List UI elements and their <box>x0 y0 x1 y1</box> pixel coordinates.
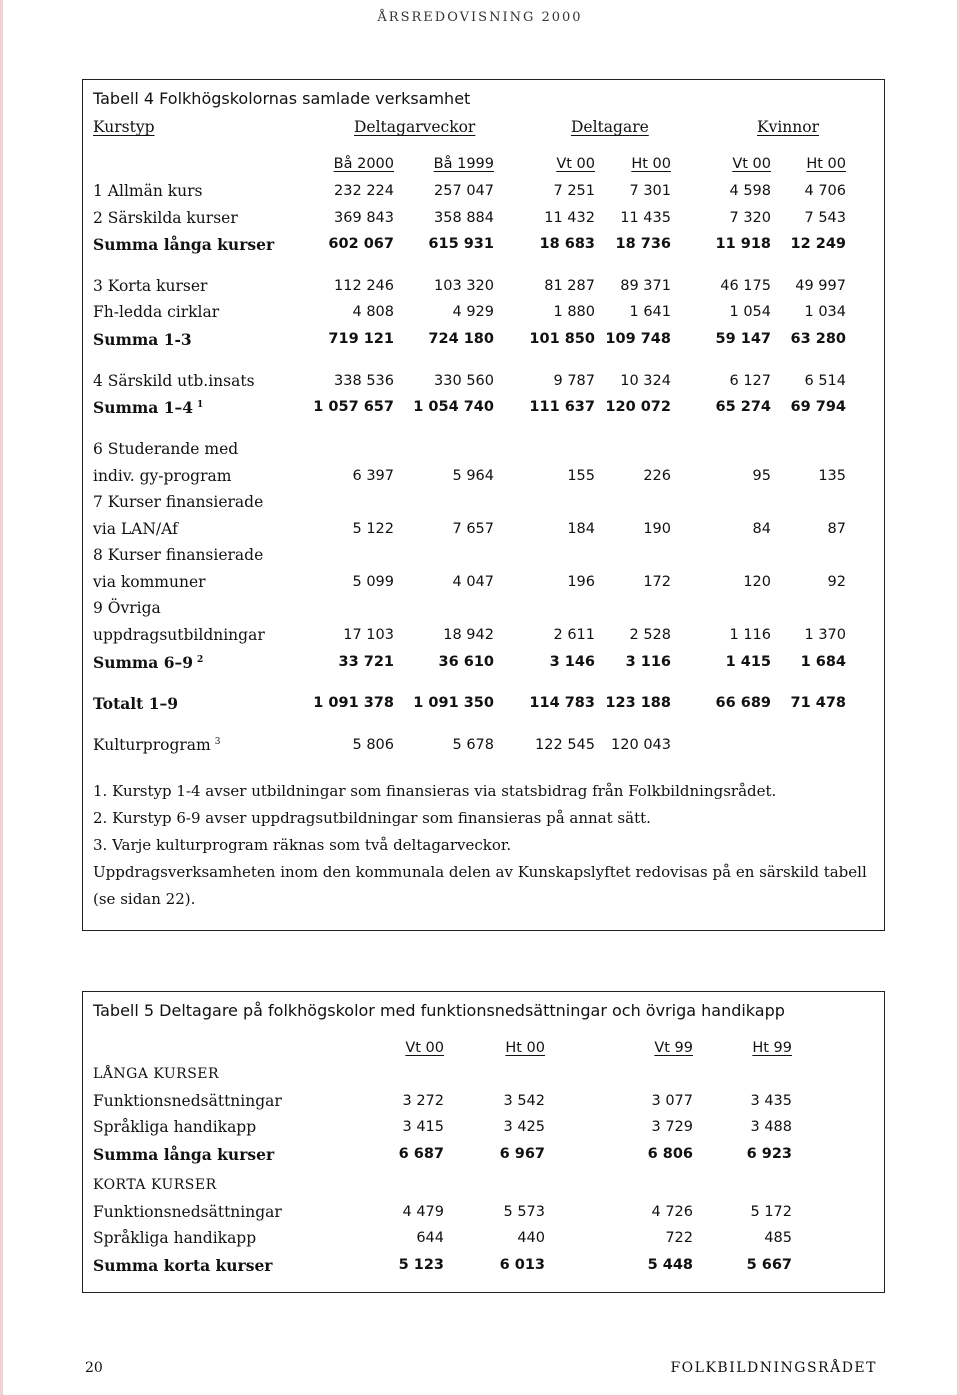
table-cell: 615 931 <box>428 236 494 252</box>
table-cell: 172 <box>643 574 671 590</box>
table-cell: 485 <box>764 1230 792 1246</box>
table-cell: 5 678 <box>452 737 494 753</box>
table-cell: 5 123 <box>398 1257 444 1273</box>
row-label: 9 Övriga <box>93 599 161 617</box>
table-cell: 1 415 <box>725 654 771 670</box>
footnote: 1. Kurstyp 1-4 avser utbildningar som finansieras via statsbidrag från Folkbildningsrådet. <box>93 782 777 800</box>
table-cell: 17 103 <box>343 627 394 643</box>
table-cell: 1 054 740 <box>413 399 494 415</box>
table-cell: 11 918 <box>715 236 771 252</box>
group-deltagare: Deltagare <box>571 118 649 136</box>
table-cell: 111 637 <box>529 399 595 415</box>
table-cell: 92 <box>827 574 846 590</box>
section-heading: LÅNGA KURSER <box>93 1066 220 1082</box>
table-cell: 1 880 <box>553 304 595 320</box>
row-label: Funktionsnedsättningar <box>93 1203 282 1221</box>
table-cell: 4 047 <box>452 574 494 590</box>
table-cell: 33 721 <box>338 654 394 670</box>
page-number: 20 <box>85 1360 103 1376</box>
table-cell: 226 <box>643 468 671 484</box>
table-cell: 5 964 <box>452 468 494 484</box>
table-cell: 3 425 <box>503 1119 545 1135</box>
table-cell: 87 <box>827 521 846 537</box>
row-label: uppdragsutbildningar <box>93 626 265 644</box>
table-cell: 9 787 <box>553 373 595 389</box>
row-label: Summa korta kurser <box>93 1256 273 1275</box>
table-cell: 7 301 <box>629 183 671 199</box>
table-cell: 135 <box>818 468 846 484</box>
row-label: Summa 6–9 $^2$ <box>93 653 204 672</box>
row-label: Summa långa kurser <box>93 235 275 254</box>
row-label: via kommuner <box>93 573 206 591</box>
table-cell: 719 121 <box>328 331 394 347</box>
row-label: Kulturprogram $^3$ <box>93 736 221 755</box>
table-cell: 6 127 <box>729 373 771 389</box>
table-cell: 1 684 <box>800 654 846 670</box>
table-cell: 440 <box>517 1230 545 1246</box>
row-label: Summa 1-3 <box>93 330 192 349</box>
table-cell: 330 560 <box>434 373 494 389</box>
table-cell: 1 091 378 <box>313 695 394 711</box>
table-cell: 369 843 <box>334 210 394 226</box>
footnote-marker: 3 <box>214 737 221 747</box>
table-cell: 4 479 <box>402 1204 444 1220</box>
table-cell: 89 371 <box>620 278 671 294</box>
table-4 <box>82 79 885 931</box>
table-cell: 3 116 <box>625 654 671 670</box>
row-label: 1 Allmän kurs <box>93 182 203 200</box>
table-cell: 49 997 <box>795 278 846 294</box>
table-cell: 644 <box>416 1230 444 1246</box>
row-label: 8 Kurser finansierade <box>93 546 264 564</box>
table-cell: 36 610 <box>438 654 494 670</box>
table-cell: 95 <box>752 468 771 484</box>
table-cell: 3 415 <box>402 1119 444 1135</box>
table-cell: 3 435 <box>750 1093 792 1109</box>
running-header: ÅRSREDOVISNING 2000 <box>377 10 583 25</box>
table-cell: 6 687 <box>398 1146 444 1162</box>
row-label: Språkliga handikapp <box>93 1118 257 1136</box>
table-cell: 358 884 <box>434 210 494 226</box>
table-cell: 6 806 <box>647 1146 693 1162</box>
row-label: 7 Kurser finansierade <box>93 493 264 511</box>
table-cell: 71 478 <box>790 695 846 711</box>
table-cell: 7 657 <box>452 521 494 537</box>
table-cell: 3 272 <box>402 1093 444 1109</box>
table-cell: 7 251 <box>553 183 595 199</box>
subhead-5: Ht 00 <box>806 156 846 172</box>
table-cell: 65 274 <box>715 399 771 415</box>
table-cell: 63 280 <box>790 331 846 347</box>
group-kurstyp: Kurstyp <box>93 118 155 136</box>
table-cell: 3 542 <box>503 1093 545 1109</box>
table-cell: 7 320 <box>729 210 771 226</box>
table-cell: 1 057 657 <box>313 399 394 415</box>
row-label: Funktionsnedsättningar <box>93 1092 282 1110</box>
table-cell: 5 122 <box>352 521 394 537</box>
table-cell: 4 598 <box>729 183 771 199</box>
footnote: 2. Kurstyp 6-9 avser uppdragsutbildningar som finansieras på annat sätt. <box>93 809 651 827</box>
table-cell: 1 091 350 <box>413 695 494 711</box>
table-cell: 2 611 <box>553 627 595 643</box>
table-cell: 5 667 <box>746 1257 792 1273</box>
table-cell: 11 435 <box>620 210 671 226</box>
table-cell: 81 287 <box>544 278 595 294</box>
table-cell: 7 543 <box>804 210 846 226</box>
table-cell: 84 <box>752 521 771 537</box>
table-cell: 10 324 <box>620 373 671 389</box>
subhead-2: Vt 99 <box>654 1040 693 1056</box>
table-cell: 196 <box>567 574 595 590</box>
table-cell: 18 736 <box>615 236 671 252</box>
table-cell: 120 <box>743 574 771 590</box>
section-heading: KORTA KURSER <box>93 1177 217 1193</box>
table-cell: 190 <box>643 521 671 537</box>
subhead-3: Ht 00 <box>631 156 671 172</box>
table-cell: 46 175 <box>720 278 771 294</box>
row-label: 2 Särskilda kurser <box>93 209 238 227</box>
row-label: 4 Särskild utb.insats <box>93 372 255 390</box>
row-label: via LAN/Af <box>93 520 178 538</box>
table-cell: 232 224 <box>334 183 394 199</box>
table-4-title: Tabell 4 Folkhögskolornas samlade verksamhet <box>93 89 471 108</box>
table-cell: 6 013 <box>499 1257 545 1273</box>
footnote-marker: 1 <box>197 399 204 410</box>
table-cell: 4 706 <box>804 183 846 199</box>
group-kvinnor: Kvinnor <box>757 118 819 136</box>
table-cell: 5 806 <box>352 737 394 753</box>
subhead-4: Vt 00 <box>732 156 771 172</box>
table-cell: 66 689 <box>715 695 771 711</box>
subhead-0: Vt 00 <box>405 1040 444 1056</box>
table-cell: 3 488 <box>750 1119 792 1135</box>
table-cell: 1 641 <box>629 304 671 320</box>
subhead-3: Ht 99 <box>752 1040 792 1056</box>
table-cell: 6 397 <box>352 468 394 484</box>
table-cell: 3 729 <box>651 1119 693 1135</box>
footnote: Uppdragsverksamheten inom den kommunala delen av Kunskapslyftet redovisas på en särskild tabell (se sidan 22). <box>93 863 867 908</box>
table-cell: 18 683 <box>539 236 595 252</box>
table-cell: 4 929 <box>452 304 494 320</box>
table-cell: 1 116 <box>729 627 771 643</box>
row-label: Språkliga handikapp <box>93 1229 257 1247</box>
table-cell: 2 528 <box>629 627 671 643</box>
table-cell: 338 536 <box>334 373 394 389</box>
table-cell: 123 188 <box>605 695 671 711</box>
row-label: Totalt 1–9 <box>93 694 179 713</box>
table-cell: 1 054 <box>729 304 771 320</box>
table-cell: 722 <box>665 1230 693 1246</box>
group-deltagarveckor: Deltagarveckor <box>354 118 476 136</box>
table-cell: 114 783 <box>529 695 595 711</box>
table-5 <box>82 991 885 1293</box>
table-cell: 1 034 <box>804 304 846 320</box>
table-cell: 120 072 <box>605 399 671 415</box>
table-cell: 184 <box>567 521 595 537</box>
table-cell: 1 370 <box>804 627 846 643</box>
table-cell: 4 726 <box>651 1204 693 1220</box>
table-cell: 5 448 <box>647 1257 693 1273</box>
table-cell: 4 808 <box>352 304 394 320</box>
footnote-marker: 2 <box>197 654 204 665</box>
table-cell: 724 180 <box>428 331 494 347</box>
table-cell: 5 573 <box>503 1204 545 1220</box>
table-cell: 155 <box>567 468 595 484</box>
table-cell: 103 320 <box>434 278 494 294</box>
row-label: indiv. gy-program <box>93 467 232 485</box>
table-cell: 602 067 <box>328 236 394 252</box>
subhead-2: Vt 00 <box>556 156 595 172</box>
table-cell: 18 942 <box>443 627 494 643</box>
subhead-1: Bå 1999 <box>433 156 494 172</box>
footnote: 3. Varje kulturprogram räknas som två deltagarveckor. <box>93 836 512 854</box>
table-cell: 120 043 <box>611 737 671 753</box>
subhead-1: Ht 00 <box>505 1040 545 1056</box>
table-cell: 109 748 <box>605 331 671 347</box>
row-label: 6 Studerande med <box>93 440 239 458</box>
table-cell: 5 172 <box>750 1204 792 1220</box>
table-cell: 5 099 <box>352 574 394 590</box>
table-cell: 6 923 <box>746 1146 792 1162</box>
row-label: Summa 1–4 $^1$ <box>93 398 204 417</box>
subhead-0: Bå 2000 <box>333 156 394 172</box>
row-label: 3 Korta kurser <box>93 277 208 295</box>
publisher-footer: FOLKBILDNINGSRÅDET <box>670 1360 877 1376</box>
table-cell: 3 146 <box>549 654 595 670</box>
table-cell: 3 077 <box>651 1093 693 1109</box>
table-5-title: Tabell 5 Deltagare på folkhögskolor med funktionsnedsättningar och övriga handikapp <box>93 1001 785 1020</box>
row-label: Fh-ledda cirklar <box>93 303 220 321</box>
table-cell: 112 246 <box>334 278 394 294</box>
table-cell: 6 514 <box>804 373 846 389</box>
table-cell: 122 545 <box>535 737 595 753</box>
table-cell: 11 432 <box>544 210 595 226</box>
table-cell: 257 047 <box>434 183 494 199</box>
table-cell: 101 850 <box>529 331 595 347</box>
table-cell: 69 794 <box>790 399 846 415</box>
row-label: Summa långa kurser <box>93 1145 275 1164</box>
table-cell: 59 147 <box>715 331 771 347</box>
table-cell: 12 249 <box>790 236 846 252</box>
table-cell: 6 967 <box>499 1146 545 1162</box>
